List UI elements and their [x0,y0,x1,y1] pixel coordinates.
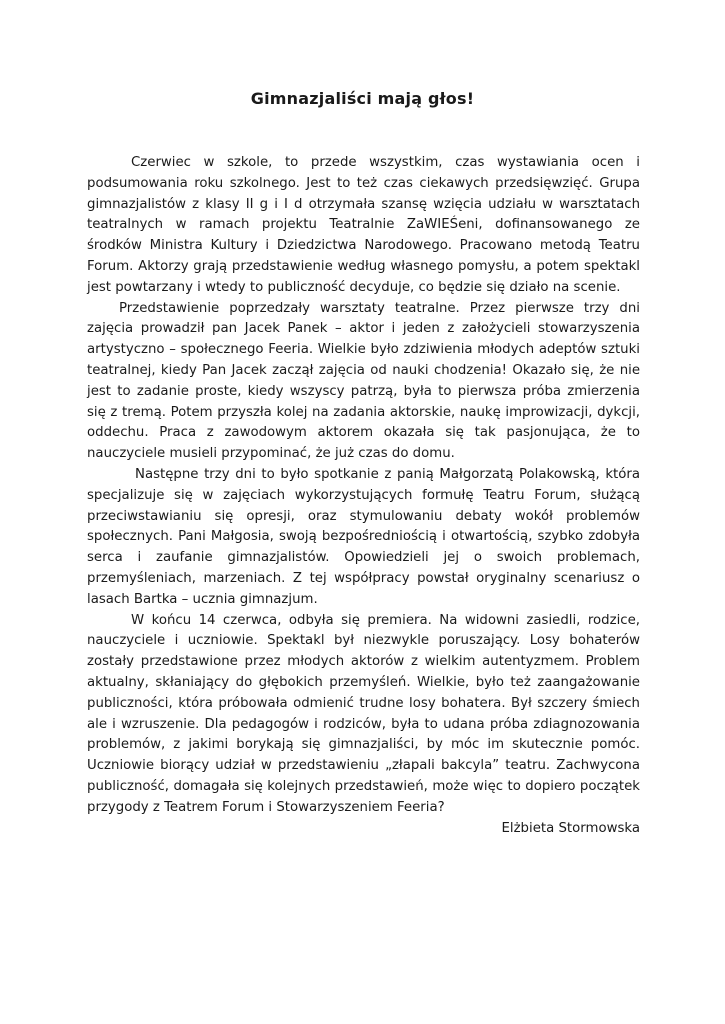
paragraph-workshops: Przedstawienie poprzedzały warsztaty teatralne. Przez pierwsze trzy dni zajęcia prowadził pan Jacek Panek – aktor i jeden z założycieli stowarzyszenia artystyczno – społecznego Feeria. Wielkie było zdziwienia młodych adeptów sztuki teatralnej, kiedy Pan Jacek zaczął zajęcia od nauki chodzenia! Okazało się, że nie jest to zadanie proste, kiedy wszyscy patrzą, była to pierwsza próba zmierzenia się z tremą. Potem przyszła kolej na zadania aktorskie, naukę improwizacji, dykcji, oddechu. Praca z zawodowym aktorem okazała się tak pasjonująca, że to nauczyciele musieli przypominać, że już czas do domu. [87,300,640,462]
article-body [87,153,640,839]
paragraph-premiere: W końcu 14 czerwca, odbyła się premiera. Na widowni zasiedli, rodzice, nauczyciele i uczniowie. Spektakl był niezwykle poruszający. Losy bohaterów zostały przedstawione przez młodych aktorów z wielkim autentyzmem. Problem aktualny, skłaniający do głębokich przemyśleń. Wielkie, było też zaangażowanie publiczności, która próbowała odmienić trudne losy bohatera. Był szczery śmiech ale i wzruszenie. Dla pedagogów i rodziców, była to udana próba zdiagnozowania problemów, z jakimi borykają się gimnazjaliści, by móc im skutecznie pomóc. Uczniowie biorący udział w przedstawieniu „złapali bakcyla” teatru. Zachwycona publiczność, domagała się kolejnych przedstawień, może więc to dopiero początek przygody z Teatrem Forum i Stowarzyszeniem Feeria? [87,612,640,815]
paragraph-intro: Czerwiec w szkole, to przede wszystkim, czas wystawiania ocen i podsumowania roku szkolnego. Jest to też czas ciekawych przedsięwzięć. Grupa gimnazjalistów z klasy II g i I d otrzymała szansę wzięcia udziału w warsztatach teatralnych w ramach projektu Teatralnie ZaWIEŚeni, dofinansowanego ze środków Ministra Kultury i Dziedzictwa Narodowego. Pracowano metodą Teatru Forum. Aktorzy grają przedstawienie według własnego pomysłu, a potem spektakl jest powtarzany i wtedy to publiczność decyduje, co będzie się działo na scenie. [87,155,640,295]
article-title: Gimnazjaliści mają głos! [250,89,475,108]
author-signature: Elżbieta Stormowska [501,820,640,836]
paragraph-forum-theatre: Następne trzy dni to było spotkanie z panią Małgorzatą Polakowską, która specjalizuje się w zajęciach wykorzystujących formułę Teatru Forum, służącą przeciwstawianiu się opresji, oraz stymulowaniu debaty wokół problemów społecznych. Pani Małgosia, swoją bezpośredniością i otwartością, szybko zdobyła serca i zaufanie gimnazjalistów. Opowiedzieli jej o swoich problemach, przemyśleniach, marzeniach. Z tej współpracy powstał oryginalny scenariusz o lasach Bartka – ucznia gimnazjum. [87,466,640,607]
